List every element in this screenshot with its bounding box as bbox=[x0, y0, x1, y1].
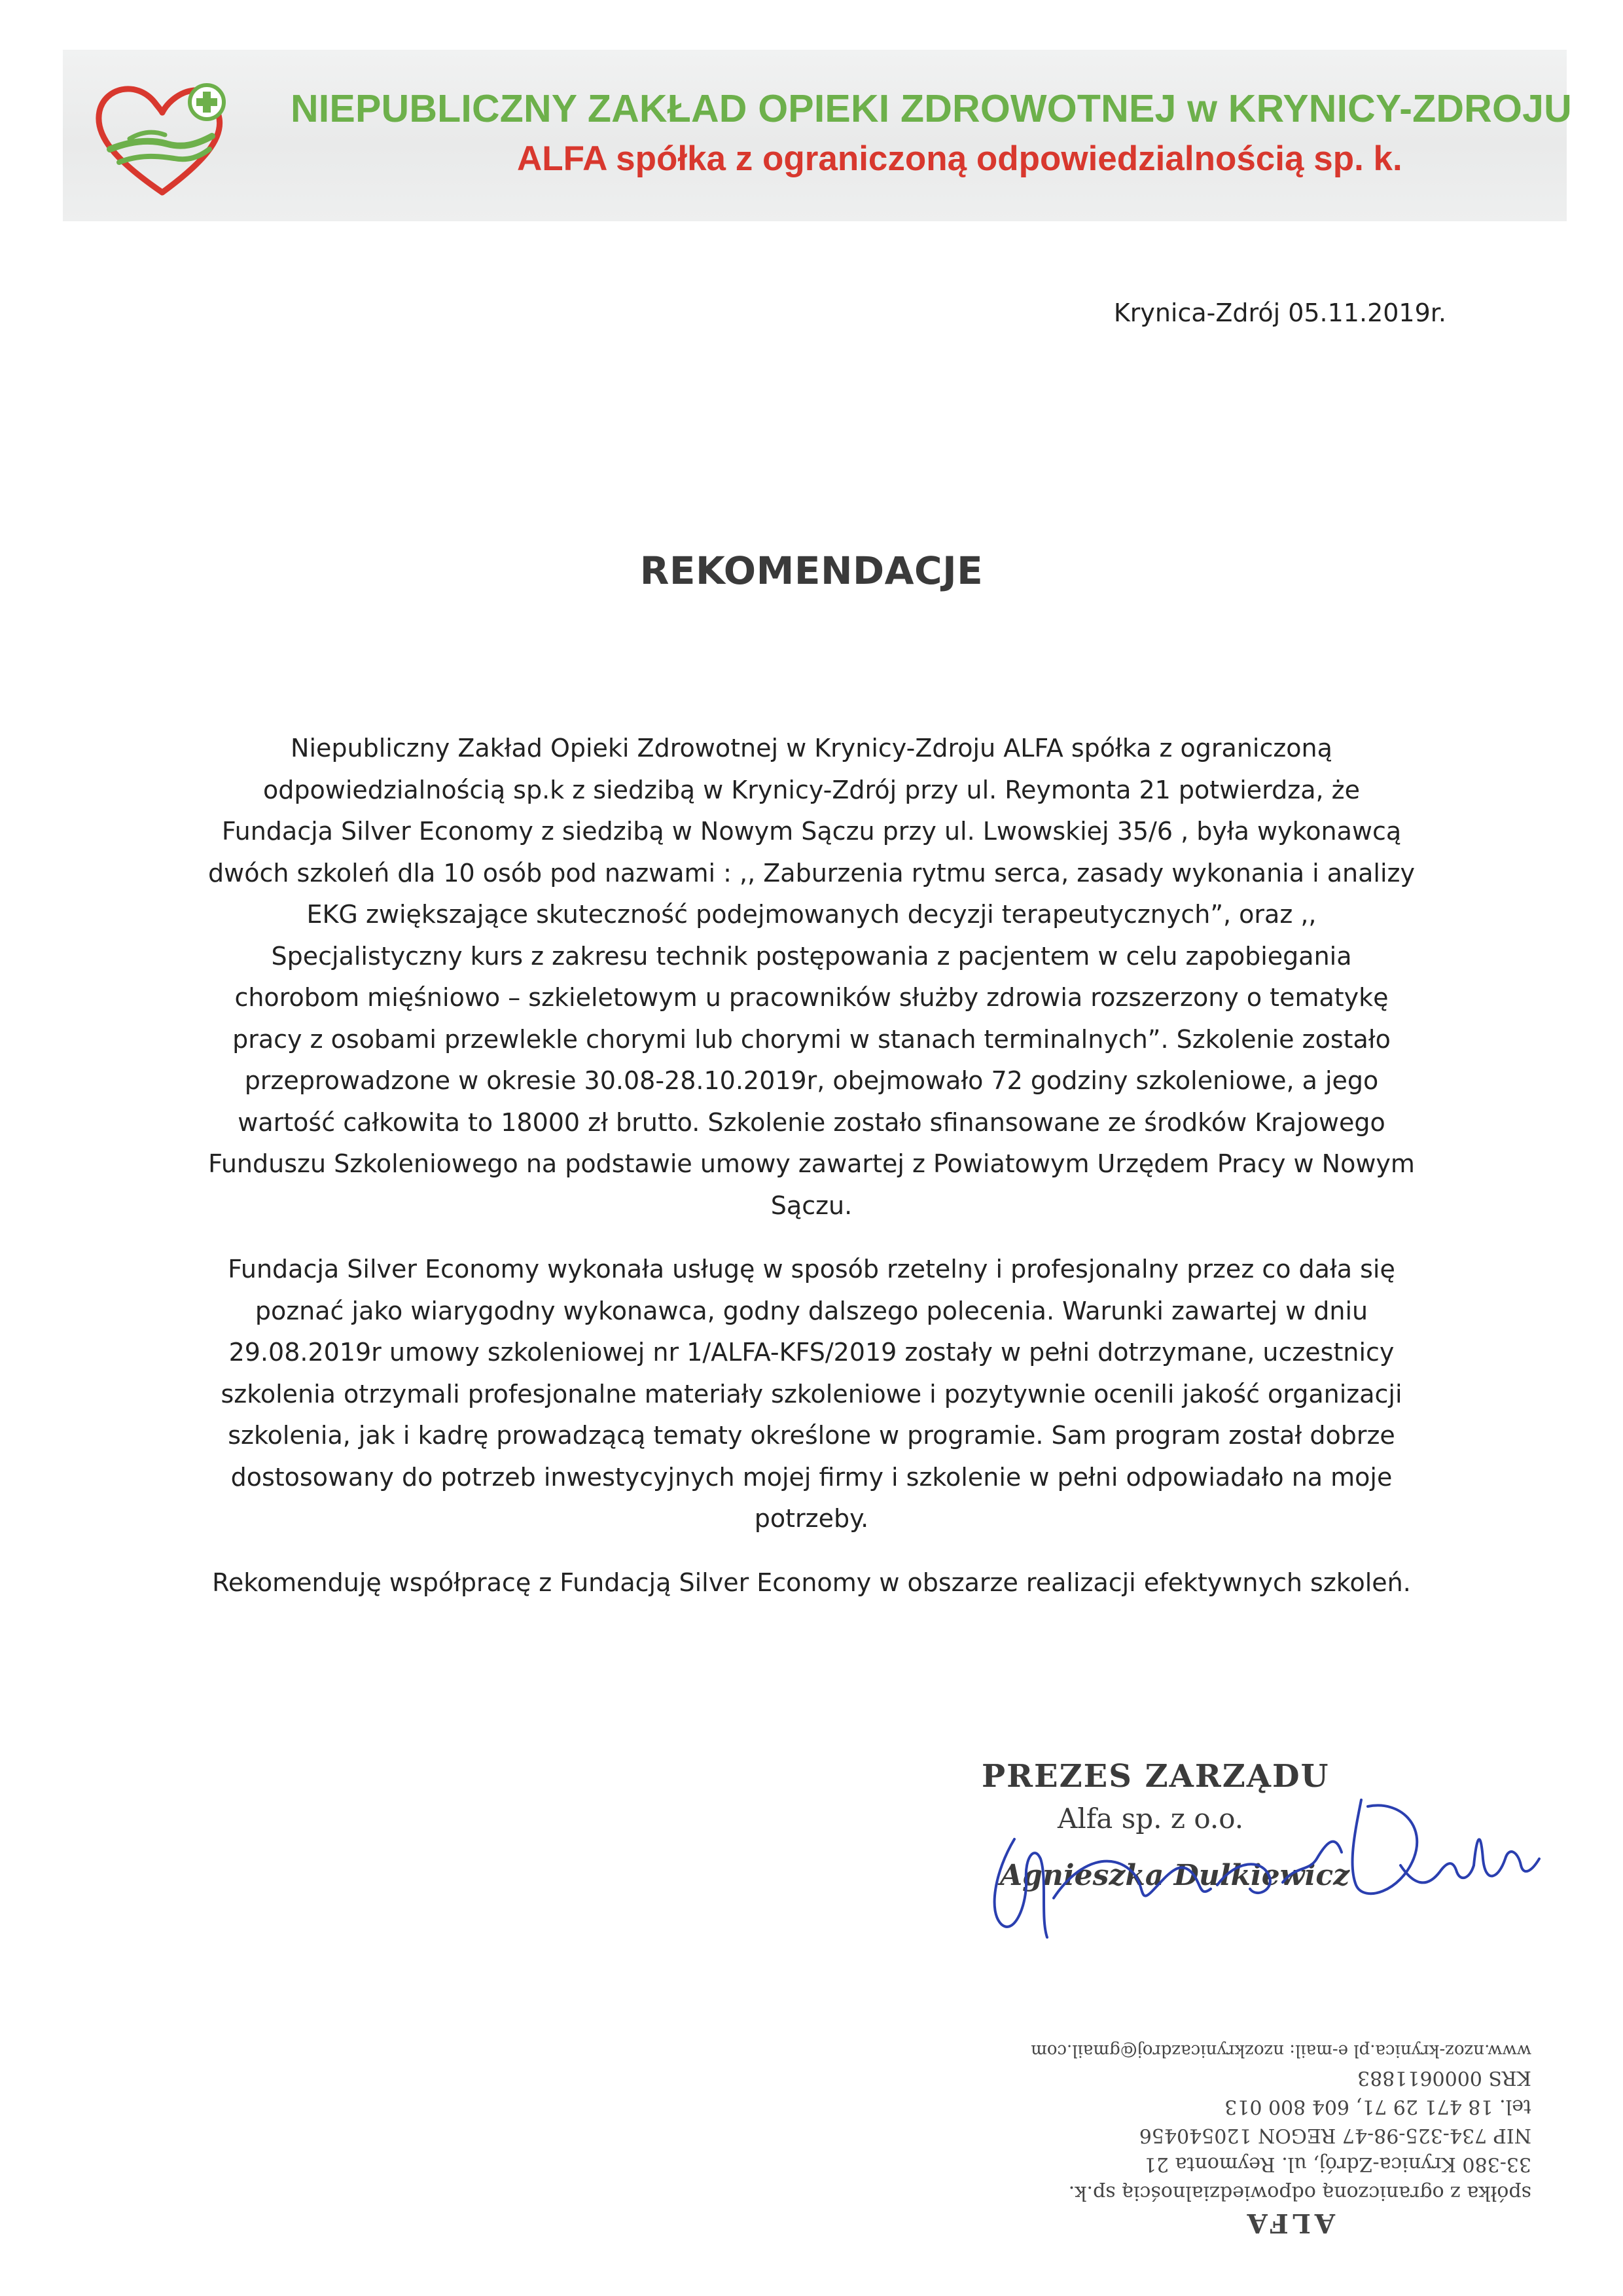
paragraph: Niepubliczny Zakład Opieki Zdrowotnej w Krynicy-Zdroju ALFA spółka z ograniczoną odpowiedzialnością sp.k z siedzibą w Krynicy-Zdrój przy ul. Reymonta 21 potwierdza, że Fundacja Silver Economy z siedzibą w Nowym Sączu przy ul. Lwowskiej 35/6 , była wykonawcą dwóch szkoleń dla 10 osób pod nazwami : ,, Zaburzenia rytmu serca, zasady wykonania i analizy EKG zwiększające skuteczność podejmowanych decyzji terapeutycznych”, oraz ,, Specjalistyczny kurs z zakresu technik postępowania z pacjentem w celu zapobiegania chorobom mięśniowo – szkieletowym u pracowników służby zdrowia rozszerzony o tematykę pracy z osobami przewlekle chorymi lub chorymi w stanach terminalnych”. Szkolenie zostało przeprowadzone w okresie 30.08-28.10.2019r, obejmowało 72 godziny szkoleniowe, a jego wartość całkowita to 18000 zł brutto. Szkolenie zostało sfinansowane ze środków Krajowego Funduszu Szkoleniowego na podstawie umowy zawartej z Powiatowym Urzędem Pracy w Nowym Sączu. bbox=[208, 734, 1415, 1220]
letterhead-title: NIEPUBLICZNY ZAKŁAD OPIEKI ZDROWOTNEJ w KRYNICY-ZDROJU bbox=[291, 87, 1572, 130]
document-title: REKOMENDACJE bbox=[639, 548, 984, 593]
letter-body bbox=[208, 728, 1415, 1604]
stamp-line: NIP 734-325-98-47 REGON 120540456 bbox=[1139, 2124, 1531, 2147]
paragraph: Fundacja Silver Economy wykonała usługę w sposób rzetelny i profesjonalny przez co dała się poznać jako wiarygodny wykonawca, godny dalszego polecenia. Warunki zawartej w dniu 29.08.2019r umowy szkoleniowej nr 1/ALFA-KFS/2019 zostały w pełni dotrzymane, uczestnicy szkolenia otrzymali profesjonalne materiały szkoleniowe i pozytywnie ocenili jakość organizacji szkolenia, jak i kadrę prowadzącą tematy określone w programie. Sam program został dobrze dostosowany do potrzeb inwestycyjnych mojej firmy i szkolenie w pełni odpowiadało na moje potrzeby. bbox=[221, 1255, 1402, 1533]
stamp-line: tel. 18 471 29 71, 604 800 013 bbox=[1224, 2095, 1531, 2118]
stamp-line: spółka z ograniczoną odpowiedzialnością sp.k. bbox=[1068, 2181, 1531, 2204]
letterhead-subtitle: ALFA spółka z ograniczoną odpowiedzialnością sp. k. bbox=[517, 139, 1402, 178]
company-stamp-upside-down bbox=[1031, 2022, 1531, 2238]
letter-date: Krynica-Zdrój 05.11.2019r. bbox=[1113, 298, 1446, 327]
stamp-company: Alfa sp. z o.o. bbox=[1058, 1803, 1244, 1835]
letterhead-banner bbox=[63, 50, 1572, 221]
paragraph: Rekomenduję współpracę z Fundacją Silver Economy w obszarze realizacji efektywnych szkoleń. bbox=[212, 1568, 1411, 1597]
stamp-person: Agnieszka Dulkiewicz bbox=[1000, 1859, 1350, 1892]
stamp-line: ALFA bbox=[1243, 2208, 1335, 2238]
handwritten-signature bbox=[942, 1761, 1571, 1977]
stamp-line: www.nzoz-krynica.pl e-mail: nzozkrynicazdroj@gmail.com bbox=[1031, 2041, 1531, 2060]
stamp-line: KRS 0000611883 bbox=[1357, 2066, 1531, 2089]
heart-hands-cross-logo bbox=[90, 76, 234, 200]
stamp-line: 33-380 Krynica-Zdrój, ul. Reymonta 21 bbox=[1143, 2153, 1531, 2176]
stamp-title: PREZES ZARZĄDU bbox=[982, 1758, 1330, 1795]
